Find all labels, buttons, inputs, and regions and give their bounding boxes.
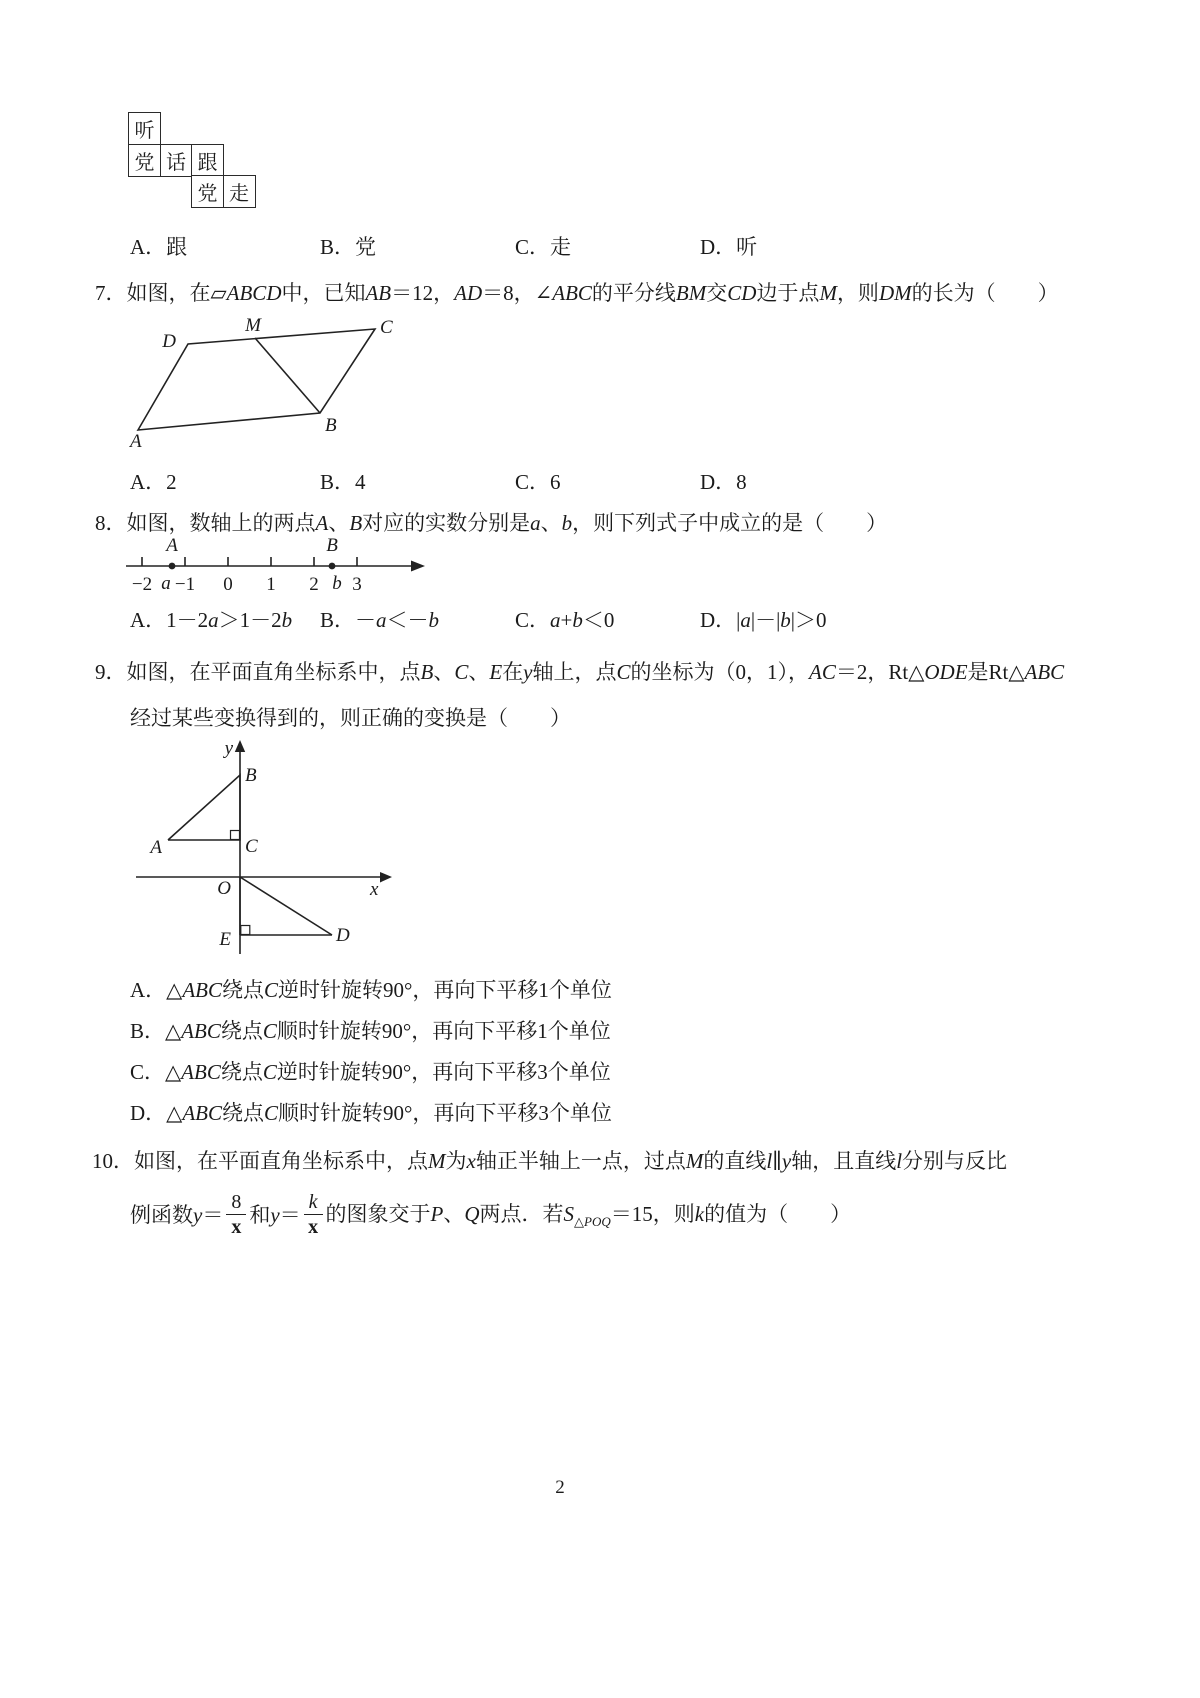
question-9-stem [95, 649, 1155, 741]
option-a: A．△ABC绕点C逆时针旋转90°，再向下平移1个单位 [130, 978, 612, 1002]
label-c: C [380, 317, 393, 338]
point-b-dot [329, 563, 336, 570]
label-c: C [245, 836, 258, 857]
label-d: D [162, 331, 176, 352]
label-b: B [325, 415, 337, 436]
fraction-numerator: 8 [226, 1191, 246, 1215]
tick-label: −2 [131, 574, 153, 595]
stem-text: 的图象交于P、Q两点．若$S_{\triangle POQ}=15$，则k的值为（ ） [325, 1201, 852, 1230]
label-y: y [224, 738, 233, 759]
page-number: 2 [555, 1477, 565, 1498]
tick-label: 2 [309, 574, 319, 595]
fraction-8-over-x [226, 1191, 246, 1238]
option-a: A．跟 [130, 235, 188, 259]
stem-text: 例函数y＝ [130, 1203, 224, 1227]
option-c: C．走 [515, 235, 572, 259]
question-6-figure [128, 112, 288, 212]
label-a-point: A [166, 538, 178, 556]
question-7-options [130, 466, 1030, 496]
point-a-dot [169, 563, 176, 570]
label-b-point: B [326, 538, 338, 556]
option-c: C．6 [515, 470, 561, 494]
label-x: x [370, 879, 379, 900]
segment-od [240, 877, 332, 935]
label-b: B [245, 765, 257, 786]
label-a: A [150, 837, 162, 858]
label-b-value: b [332, 573, 342, 594]
tick-label: 3 [352, 574, 362, 595]
stem-line-2 [130, 1185, 1162, 1243]
parallelogram-figure [128, 316, 418, 456]
question-9-options [130, 978, 612, 1142]
x-axis-arrow-icon [380, 872, 392, 883]
question-10-stem [92, 1145, 1162, 1243]
y-axis-arrow-icon [235, 740, 245, 752]
triangle-abc [168, 775, 240, 840]
tick-label: 1 [266, 574, 276, 595]
fraction-k-over-x [304, 1191, 323, 1238]
right-angle-mark-c [231, 831, 240, 840]
option-a: A．1－2a＞1－2b [130, 608, 293, 632]
question-7-stem: 7．如图，在▱ABCD中，已知AB＝12，AD＝8，∠ABC的平分线BM交CD边于点M，则DM的长为（ ） [95, 281, 1059, 305]
stem-line-2: 经过某些变换得到的，则正确的变换是（ ） [130, 706, 571, 730]
tick-label: 0 [223, 574, 233, 595]
tick-label: −1 [174, 574, 196, 595]
segment-bm [255, 338, 320, 413]
label-d: D [336, 925, 350, 946]
option-d: D．听 [700, 235, 758, 259]
char-box: 党 [191, 175, 224, 208]
fraction-numerator: k [304, 1191, 323, 1215]
char-box: 听 [128, 112, 161, 145]
option-d: D．△ABC绕点C顺时针旋转90°，再向下平移3个单位 [130, 1101, 612, 1125]
option-a: A．2 [130, 470, 177, 494]
option-b: B．党 [320, 235, 377, 259]
fraction-denominator: x [231, 1215, 242, 1238]
label-e: E [219, 929, 231, 950]
char-box: 走 [223, 175, 256, 208]
label-o: O [217, 878, 231, 899]
stem-line-1: 10．如图，在平面直角坐标系中，点M为x轴正半轴上一点，过点M的直线l∥y轴，且直线l分别与反比 [92, 1149, 1008, 1173]
char-box: 党 [128, 144, 161, 177]
right-angle-mark-e [241, 926, 250, 935]
label-m: M [245, 316, 261, 336]
option-c: C．△ABC绕点C逆时针旋转90°，再向下平移3个单位 [130, 1060, 611, 1084]
char-box: 跟 [191, 144, 224, 177]
option-d: D．8 [700, 470, 747, 494]
option-b: B．－a＜－b [320, 608, 440, 632]
stem-text: 和y＝ [249, 1203, 301, 1227]
label-a-value: a [161, 573, 171, 594]
arrow-right-icon [411, 561, 425, 572]
char-box: 话 [160, 144, 193, 177]
question-6-options [130, 231, 1030, 261]
option-b: B．△ABC绕点C顺时针旋转90°，再向下平移1个单位 [130, 1019, 611, 1043]
coordinate-figure [130, 734, 420, 972]
stem-line-1: 9．如图，在平面直角坐标系中，点B、C、E在y轴上，点C的坐标为（0，1），AC＝2，Rt△ODE是Rt△ABC [95, 660, 1065, 684]
option-b: B．4 [320, 470, 366, 494]
question-8-stem: 8．如图，数轴上的两点A、B对应的实数分别是a、b，则下列式子中成立的是（ ） [95, 511, 888, 535]
question-8-options [130, 604, 1030, 634]
option-d: D．|a|－|b|＞0 [700, 608, 827, 632]
fraction-denominator: x [308, 1215, 319, 1238]
option-c: C．a+b＜0 [515, 608, 615, 632]
label-a: A [130, 431, 142, 452]
number-line-figure [122, 538, 452, 606]
